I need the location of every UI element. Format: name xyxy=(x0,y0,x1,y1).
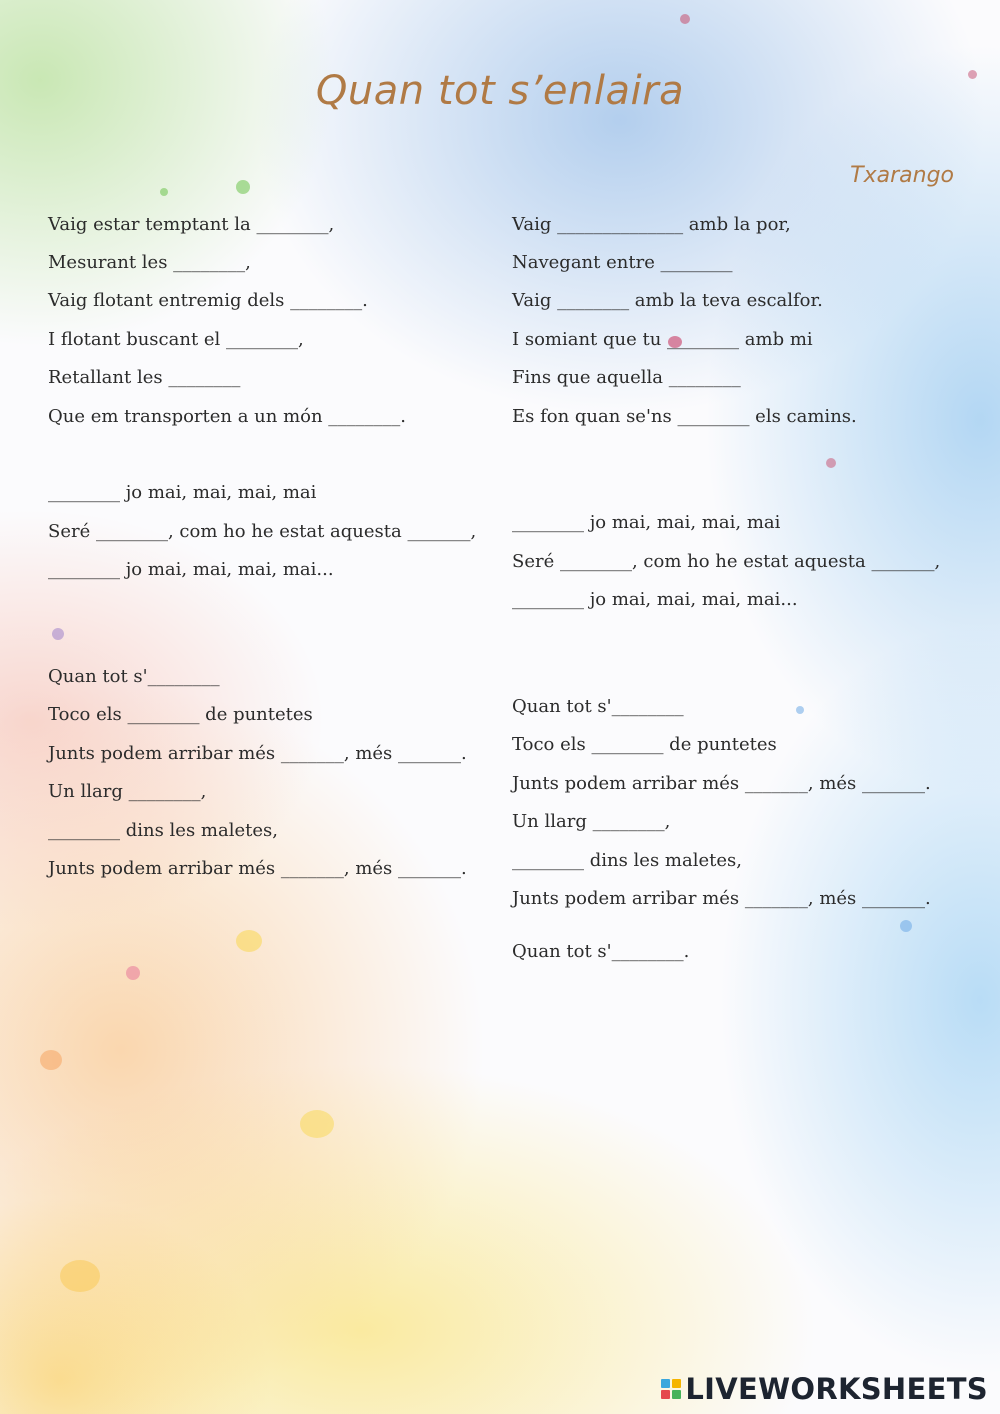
paint-splatter xyxy=(900,920,912,932)
lyric-line: Junts podem arribar més _______, més _______. xyxy=(512,773,931,794)
lyric-line: Quan tot s'________ xyxy=(48,666,220,687)
lyric-line: Seré ________, com ho he estat aquesta _______, xyxy=(48,521,477,542)
lyric-line: ________ dins les maletes, xyxy=(48,820,278,841)
logo-block xyxy=(672,1379,681,1388)
paint-splatter xyxy=(796,706,804,714)
paint-splatter xyxy=(300,1110,334,1138)
liveworksheets-logo-icon xyxy=(661,1379,681,1399)
lyric-line: Junts podem arribar més _______, més _______. xyxy=(48,858,467,879)
footer-brand-text: LIVEWORKSHEETS xyxy=(685,1372,988,1406)
lyric-line: Vaig ________ amb la teva escalfor. xyxy=(512,290,823,311)
paint-splatter xyxy=(236,930,262,952)
lyric-line: Un llarg ________, xyxy=(512,811,671,832)
lyric-line: ________ jo mai, mai, mai, mai... xyxy=(512,589,798,610)
paint-splatter xyxy=(126,966,140,980)
logo-block xyxy=(672,1390,681,1399)
lyric-line: Navegant entre ________ xyxy=(512,252,733,273)
lyric-line: Fins que aquella ________ xyxy=(512,367,741,388)
paint-splatter xyxy=(236,180,250,194)
lyric-line: Es fon quan se'ns ________ els camins. xyxy=(512,406,857,427)
lyric-line: ________ jo mai, mai, mai, mai xyxy=(48,482,317,503)
lyric-line: Vaig estar temptant la ________, xyxy=(48,214,335,235)
paint-splatter xyxy=(160,188,168,196)
lyric-line: ________ jo mai, mai, mai, mai xyxy=(512,512,781,533)
lyric-line: Junts podem arribar més _______, més _______. xyxy=(512,888,931,909)
lyric-line: Seré ________, com ho he estat aquesta _______, xyxy=(512,551,941,572)
lyric-line: Quan tot s'________. xyxy=(512,941,690,962)
song-author: Txarango xyxy=(850,163,954,188)
paint-splatter xyxy=(60,1260,100,1292)
lyric-line: Un llarg ________, xyxy=(48,781,207,802)
lyric-line: I somiant que tu ________ amb mi xyxy=(512,329,813,350)
logo-block xyxy=(661,1390,670,1399)
lyric-line: ________ dins les maletes, xyxy=(512,850,742,871)
paint-splatter xyxy=(40,1050,62,1070)
lyric-line: Que em transporten a un món ________. xyxy=(48,406,407,427)
lyric-line: Toco els ________ de puntetes xyxy=(48,704,313,725)
liveworksheets-footer xyxy=(661,1372,988,1406)
lyric-line: Retallant les ________ xyxy=(48,367,241,388)
paint-splatter xyxy=(826,458,836,468)
lyric-line: Vaig ______________ amb la por, xyxy=(512,214,791,235)
lyric-line: I flotant buscant el ________, xyxy=(48,329,304,350)
lyric-line: Quan tot s'________ xyxy=(512,696,684,717)
lyric-line: ________ jo mai, mai, mai, mai... xyxy=(48,559,334,580)
lyric-line: Vaig flotant entremig dels ________. xyxy=(48,290,368,311)
paint-splatter xyxy=(680,14,690,24)
logo-block xyxy=(661,1379,670,1388)
lyric-line: Toco els ________ de puntetes xyxy=(512,734,777,755)
lyric-line: Mesurant les ________, xyxy=(48,252,251,273)
paint-splatter xyxy=(52,628,64,640)
lyric-line: Junts podem arribar més _______, més _______. xyxy=(48,743,467,764)
page-title: Quan tot s’enlaira xyxy=(315,68,685,114)
